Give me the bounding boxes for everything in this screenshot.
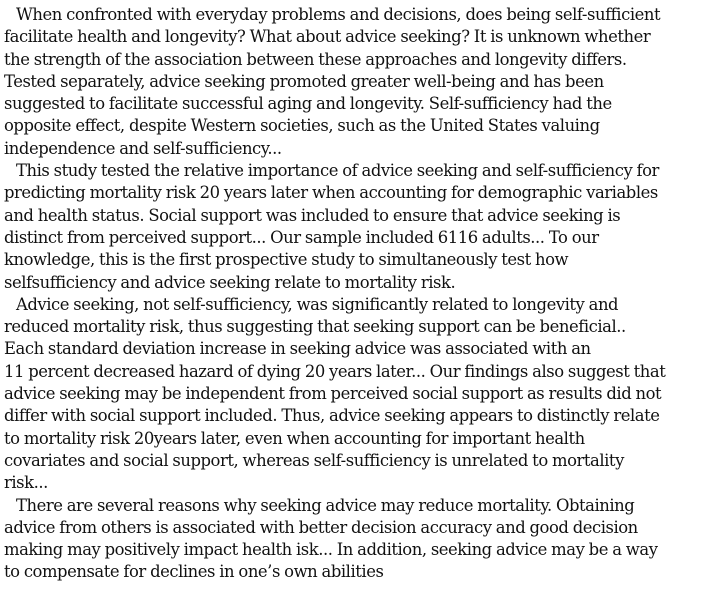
text-line: This study tested the relative importance of advice seeking and self-sufficiency for [16, 161, 659, 181]
paragraph-3 [4, 294, 724, 495]
text-line: opposite effect, despite Western societies, such as the United States valuing [4, 116, 600, 136]
text-line: selfsufficiency and advice seeking relate to mortality risk. [4, 272, 456, 292]
text-line: the strength of the association between these approaches and longevity differs. [4, 49, 627, 69]
text-line: advice from others is associated with better decision accuracy and good decision [4, 517, 638, 537]
text-line: risk... [4, 473, 48, 493]
text-line: Tested separately, advice seeking promoted greater well-being and has been [4, 71, 604, 91]
text-line: reduced mortality risk, thus suggesting that seeking support can be beneficial.. [4, 317, 626, 337]
paragraph-4 [4, 495, 724, 584]
paragraph-2 [4, 160, 724, 294]
text-line: There are several reasons why seeking advice may reduce mortality. Obtaining [16, 495, 635, 515]
text-line: differ with social support included. Thus, advice seeking appears to distinctly relate [4, 406, 660, 426]
text-line: knowledge, this is the first prospective study to simultaneously test how [4, 250, 569, 270]
text-line: 11 percent decreased hazard of dying 20 years later... Our findings also suggest that [4, 361, 666, 381]
text-line: predicting mortality risk 20 years later when accounting for demographic variables [4, 183, 658, 203]
text-line: to compensate for declines in one’s own abilities [4, 562, 384, 582]
text-line: making may positively impact health isk... In addition, seeking advice may be a way [4, 540, 658, 560]
text-line: and health status. Social support was included to ensure that advice seeking is [4, 205, 621, 225]
text-line: suggested to facilitate successful aging and longevity. Self-sufficiency had the [4, 94, 612, 114]
text-line: facilitate health and longevity? What about advice seeking? It is unknown whether [4, 27, 651, 47]
paragraph-1 [4, 4, 724, 160]
text-line: Advice seeking, not self-sufficiency, was significantly related to longevity and [16, 294, 619, 314]
text-line: Each standard deviation increase in seeking advice was associated with an [4, 339, 591, 359]
text-line: When confronted with everyday problems and decisions, does being self-sufficient [16, 5, 661, 24]
text-line: independence and self-sufficiency... [4, 138, 282, 158]
text-line: to mortality risk 20years later, even when accounting for important health [4, 428, 585, 448]
text-line: distinct from perceived support... Our sample included 6116 adults... To our [4, 227, 599, 247]
text-line: advice seeking may be independent from perceived social support as results did not [4, 384, 662, 404]
text-line: covariates and social support, whereas self-sufficiency is unrelated to mortality [4, 450, 624, 470]
